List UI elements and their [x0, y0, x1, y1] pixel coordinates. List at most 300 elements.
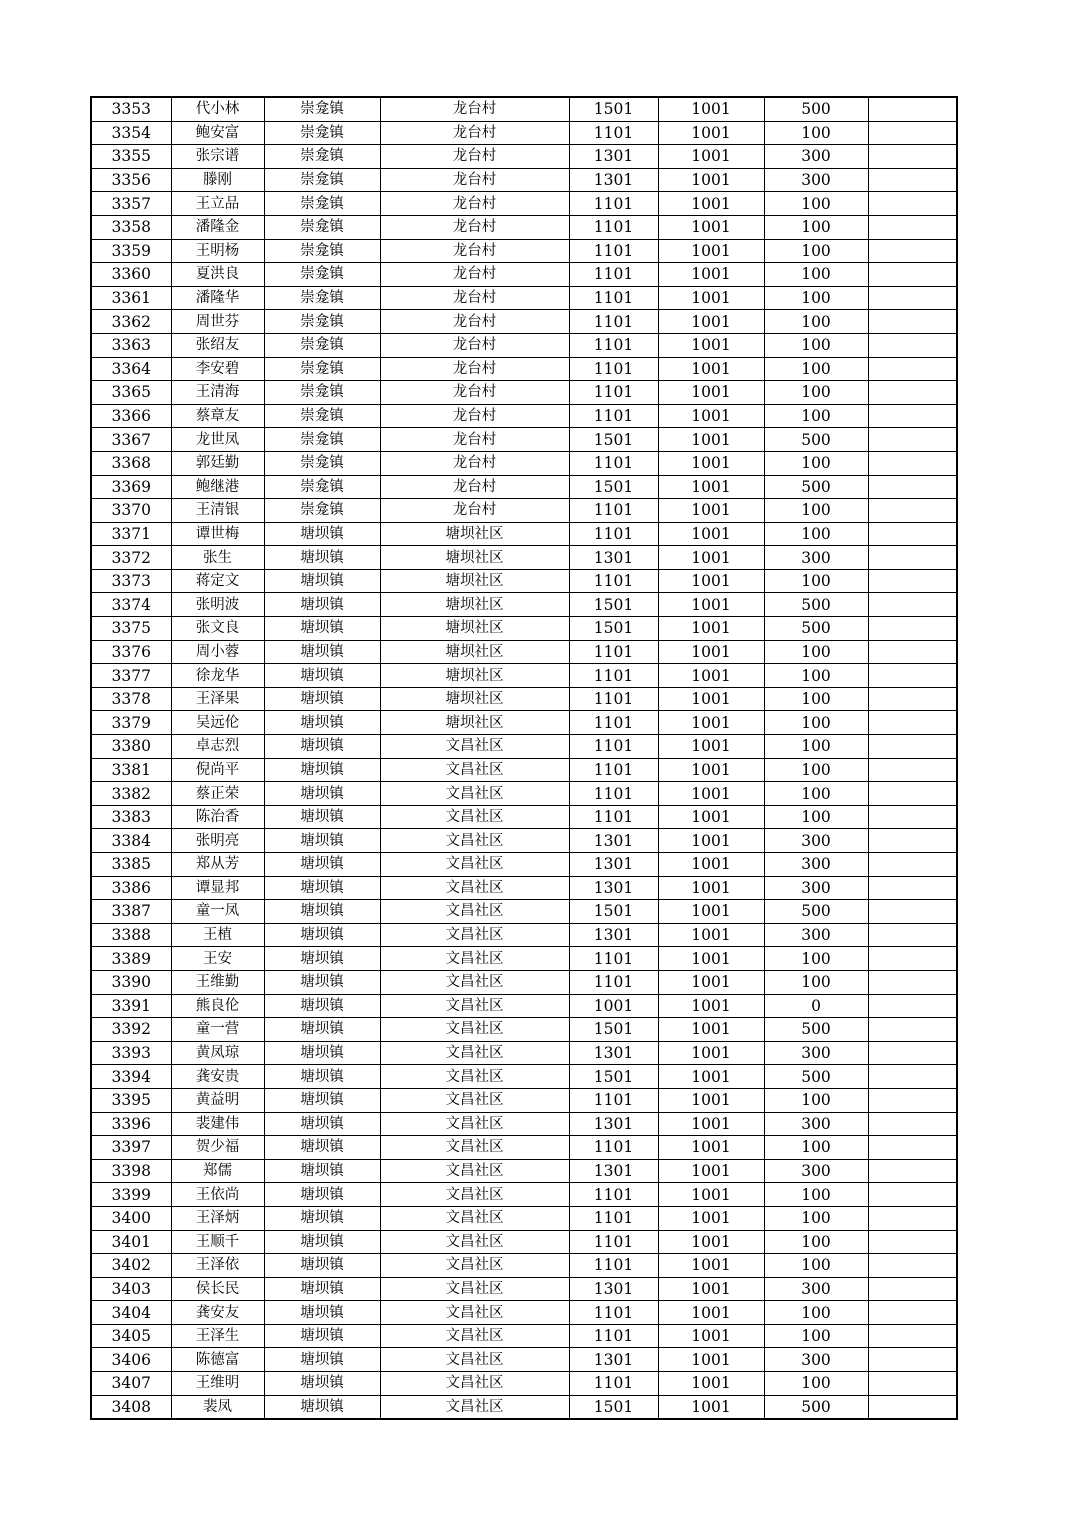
- name-cell: 滕刚: [171, 168, 264, 192]
- id-cell: 3402: [91, 1254, 171, 1278]
- id-cell: 3401: [91, 1230, 171, 1254]
- name-cell: 王依尚: [171, 1183, 264, 1207]
- id-cell: 3394: [91, 1065, 171, 1089]
- amount-cell: 300: [764, 1348, 868, 1372]
- village-cell: 文昌社区: [380, 1159, 569, 1183]
- village-cell: 文昌社区: [380, 923, 569, 947]
- amount-cell: 100: [764, 711, 868, 735]
- code-b-cell: 1001: [658, 1018, 764, 1042]
- note-cell: [868, 1159, 957, 1183]
- village-cell: 文昌社区: [380, 1206, 569, 1230]
- village-cell: 文昌社区: [380, 829, 569, 853]
- code-b-cell: 1001: [658, 1136, 764, 1160]
- town-cell: 塘坝镇: [264, 664, 380, 688]
- note-cell: [868, 97, 957, 121]
- amount-cell: 500: [764, 900, 868, 924]
- id-cell: 3357: [91, 192, 171, 216]
- code-a-cell: 1501: [569, 475, 658, 499]
- id-cell: 3383: [91, 805, 171, 829]
- code-a-cell: 1501: [569, 593, 658, 617]
- id-cell: 3359: [91, 239, 171, 263]
- code-b-cell: 1001: [658, 1395, 764, 1419]
- village-cell: 文昌社区: [380, 1018, 569, 1042]
- table-row: [91, 192, 957, 216]
- id-cell: 3360: [91, 263, 171, 287]
- id-cell: 3366: [91, 404, 171, 428]
- name-cell: 张明波: [171, 593, 264, 617]
- id-cell: 3390: [91, 970, 171, 994]
- name-cell: 陈德富: [171, 1348, 264, 1372]
- table-row: [91, 640, 957, 664]
- table-row: [91, 617, 957, 641]
- village-cell: 文昌社区: [380, 853, 569, 877]
- name-cell: 王顺千: [171, 1230, 264, 1254]
- code-a-cell: 1501: [569, 900, 658, 924]
- table-row: [91, 1324, 957, 1348]
- name-cell: 蔡章友: [171, 404, 264, 428]
- id-cell: 3353: [91, 97, 171, 121]
- amount-cell: 100: [764, 1183, 868, 1207]
- village-cell: 文昌社区: [380, 758, 569, 782]
- table-row: [91, 782, 957, 806]
- town-cell: 塘坝镇: [264, 1324, 380, 1348]
- table-row: [91, 1112, 957, 1136]
- note-cell: [868, 970, 957, 994]
- note-cell: [868, 499, 957, 523]
- name-cell: 蒋定文: [171, 569, 264, 593]
- town-cell: 塘坝镇: [264, 1065, 380, 1089]
- amount-cell: 500: [764, 428, 868, 452]
- code-b-cell: 1001: [658, 286, 764, 310]
- code-b-cell: 1001: [658, 499, 764, 523]
- amount-cell: 100: [764, 1301, 868, 1325]
- name-cell: 张宗谱: [171, 145, 264, 169]
- note-cell: [868, 829, 957, 853]
- note-cell: [868, 1112, 957, 1136]
- code-b-cell: 1001: [658, 1301, 764, 1325]
- code-a-cell: 1501: [569, 1065, 658, 1089]
- name-cell: 龙世凤: [171, 428, 264, 452]
- code-a-cell: 1301: [569, 546, 658, 570]
- name-cell: 鲍继港: [171, 475, 264, 499]
- id-cell: 3378: [91, 687, 171, 711]
- id-cell: 3356: [91, 168, 171, 192]
- id-cell: 3358: [91, 215, 171, 239]
- name-cell: 潘隆金: [171, 215, 264, 239]
- table-row: [91, 1301, 957, 1325]
- code-b-cell: 1001: [658, 168, 764, 192]
- name-cell: 张生: [171, 546, 264, 570]
- note-cell: [868, 947, 957, 971]
- amount-cell: 100: [764, 947, 868, 971]
- town-cell: 塘坝镇: [264, 1348, 380, 1372]
- amount-cell: 100: [764, 805, 868, 829]
- note-cell: [868, 1041, 957, 1065]
- id-cell: 3398: [91, 1159, 171, 1183]
- name-cell: 李安碧: [171, 357, 264, 381]
- code-a-cell: 1301: [569, 1112, 658, 1136]
- amount-cell: 100: [764, 451, 868, 475]
- amount-cell: 500: [764, 1395, 868, 1419]
- name-cell: 王安: [171, 947, 264, 971]
- name-cell: 鲍安富: [171, 121, 264, 145]
- code-a-cell: 1101: [569, 805, 658, 829]
- table-row: [91, 853, 957, 877]
- amount-cell: 100: [764, 381, 868, 405]
- code-b-cell: 1001: [658, 829, 764, 853]
- code-b-cell: 1001: [658, 900, 764, 924]
- note-cell: [868, 286, 957, 310]
- id-cell: 3397: [91, 1136, 171, 1160]
- town-cell: 崇龛镇: [264, 310, 380, 334]
- name-cell: 谭显邦: [171, 876, 264, 900]
- table-row: [91, 475, 957, 499]
- code-b-cell: 1001: [658, 853, 764, 877]
- amount-cell: 100: [764, 239, 868, 263]
- code-a-cell: 1101: [569, 404, 658, 428]
- name-cell: 黄凤琼: [171, 1041, 264, 1065]
- town-cell: 塘坝镇: [264, 1088, 380, 1112]
- id-cell: 3355: [91, 145, 171, 169]
- amount-cell: 100: [764, 758, 868, 782]
- id-cell: 3400: [91, 1206, 171, 1230]
- code-b-cell: 1001: [658, 923, 764, 947]
- village-cell: 龙台村: [380, 381, 569, 405]
- town-cell: 崇龛镇: [264, 286, 380, 310]
- id-cell: 3405: [91, 1324, 171, 1348]
- note-cell: [868, 640, 957, 664]
- village-cell: 塘坝社区: [380, 711, 569, 735]
- id-cell: 3361: [91, 286, 171, 310]
- table-row: [91, 1183, 957, 1207]
- note-cell: [868, 853, 957, 877]
- code-b-cell: 1001: [658, 428, 764, 452]
- village-cell: 龙台村: [380, 168, 569, 192]
- code-b-cell: 1001: [658, 805, 764, 829]
- note-cell: [868, 192, 957, 216]
- id-cell: 3367: [91, 428, 171, 452]
- name-cell: 谭世梅: [171, 522, 264, 546]
- name-cell: 裴建伟: [171, 1112, 264, 1136]
- table-row: [91, 522, 957, 546]
- village-cell: 文昌社区: [380, 994, 569, 1018]
- name-cell: 贺少福: [171, 1136, 264, 1160]
- id-cell: 3364: [91, 357, 171, 381]
- table-row: [91, 1230, 957, 1254]
- town-cell: 塘坝镇: [264, 1395, 380, 1419]
- code-b-cell: 1001: [658, 121, 764, 145]
- code-a-cell: 1301: [569, 853, 658, 877]
- table-row: [91, 1018, 957, 1042]
- id-cell: 3377: [91, 664, 171, 688]
- table-row: [91, 404, 957, 428]
- table-row: [91, 357, 957, 381]
- note-cell: [868, 357, 957, 381]
- code-a-cell: 1301: [569, 145, 658, 169]
- code-a-cell: 1501: [569, 617, 658, 641]
- name-cell: 龚安友: [171, 1301, 264, 1325]
- id-cell: 3363: [91, 333, 171, 357]
- name-cell: 黄益明: [171, 1088, 264, 1112]
- code-a-cell: 1101: [569, 947, 658, 971]
- id-cell: 3368: [91, 451, 171, 475]
- amount-cell: 100: [764, 687, 868, 711]
- table-row: [91, 1254, 957, 1278]
- amount-cell: 100: [764, 970, 868, 994]
- note-cell: [868, 805, 957, 829]
- village-cell: 文昌社区: [380, 1183, 569, 1207]
- town-cell: 塘坝镇: [264, 1041, 380, 1065]
- note-cell: [868, 1183, 957, 1207]
- village-cell: 文昌社区: [380, 947, 569, 971]
- id-cell: 3404: [91, 1301, 171, 1325]
- amount-cell: 100: [764, 404, 868, 428]
- code-a-cell: 1101: [569, 286, 658, 310]
- amount-cell: 100: [764, 286, 868, 310]
- village-cell: 文昌社区: [380, 1112, 569, 1136]
- code-a-cell: 1001: [569, 994, 658, 1018]
- village-cell: 龙台村: [380, 428, 569, 452]
- table-row: [91, 1041, 957, 1065]
- code-b-cell: 1001: [658, 994, 764, 1018]
- id-cell: 3385: [91, 853, 171, 877]
- note-cell: [868, 1372, 957, 1396]
- name-cell: 周世芬: [171, 310, 264, 334]
- amount-cell: 100: [764, 310, 868, 334]
- code-a-cell: 1101: [569, 451, 658, 475]
- amount-cell: 100: [764, 569, 868, 593]
- table-row: [91, 947, 957, 971]
- id-cell: 3392: [91, 1018, 171, 1042]
- name-cell: 徐龙华: [171, 664, 264, 688]
- name-cell: 侯长民: [171, 1277, 264, 1301]
- amount-cell: 500: [764, 97, 868, 121]
- id-cell: 3408: [91, 1395, 171, 1419]
- code-b-cell: 1001: [658, 451, 764, 475]
- amount-cell: 500: [764, 1018, 868, 1042]
- code-a-cell: 1101: [569, 664, 658, 688]
- code-a-cell: 1301: [569, 1041, 658, 1065]
- code-a-cell: 1301: [569, 876, 658, 900]
- note-cell: [868, 711, 957, 735]
- town-cell: 塘坝镇: [264, 735, 380, 759]
- town-cell: 塘坝镇: [264, 1159, 380, 1183]
- code-b-cell: 1001: [658, 1277, 764, 1301]
- id-cell: 3375: [91, 617, 171, 641]
- code-a-cell: 1101: [569, 711, 658, 735]
- amount-cell: 100: [764, 782, 868, 806]
- amount-cell: 100: [764, 640, 868, 664]
- table-row: [91, 145, 957, 169]
- town-cell: 崇龛镇: [264, 499, 380, 523]
- note-cell: [868, 215, 957, 239]
- village-cell: 文昌社区: [380, 1254, 569, 1278]
- code-b-cell: 1001: [658, 970, 764, 994]
- note-cell: [868, 522, 957, 546]
- id-cell: 3371: [91, 522, 171, 546]
- amount-cell: 300: [764, 923, 868, 947]
- code-b-cell: 1001: [658, 522, 764, 546]
- town-cell: 塘坝镇: [264, 1112, 380, 1136]
- code-a-cell: 1101: [569, 310, 658, 334]
- name-cell: 王清银: [171, 499, 264, 523]
- id-cell: 3362: [91, 310, 171, 334]
- code-a-cell: 1501: [569, 97, 658, 121]
- table-row: [91, 1136, 957, 1160]
- id-cell: 3379: [91, 711, 171, 735]
- village-cell: 文昌社区: [380, 876, 569, 900]
- amount-cell: 100: [764, 1230, 868, 1254]
- town-cell: 塘坝镇: [264, 640, 380, 664]
- name-cell: 潘隆华: [171, 286, 264, 310]
- id-cell: 3365: [91, 381, 171, 405]
- code-a-cell: 1301: [569, 168, 658, 192]
- note-cell: [868, 687, 957, 711]
- name-cell: 代小林: [171, 97, 264, 121]
- code-a-cell: 1101: [569, 1254, 658, 1278]
- town-cell: 塘坝镇: [264, 569, 380, 593]
- town-cell: 塘坝镇: [264, 805, 380, 829]
- amount-cell: 100: [764, 215, 868, 239]
- code-a-cell: 1101: [569, 1088, 658, 1112]
- town-cell: 塘坝镇: [264, 1254, 380, 1278]
- code-b-cell: 1001: [658, 735, 764, 759]
- amount-cell: 100: [764, 664, 868, 688]
- note-cell: [868, 1277, 957, 1301]
- town-cell: 崇龛镇: [264, 97, 380, 121]
- amount-cell: 500: [764, 617, 868, 641]
- table-row: [91, 168, 957, 192]
- amount-cell: 100: [764, 1206, 868, 1230]
- village-cell: 龙台村: [380, 145, 569, 169]
- code-a-cell: 1101: [569, 569, 658, 593]
- table-row: [91, 286, 957, 310]
- name-cell: 卓志烈: [171, 735, 264, 759]
- town-cell: 崇龛镇: [264, 381, 380, 405]
- amount-cell: 300: [764, 168, 868, 192]
- note-cell: [868, 1301, 957, 1325]
- table-row: [91, 569, 957, 593]
- code-a-cell: 1101: [569, 1372, 658, 1396]
- code-b-cell: 1001: [658, 145, 764, 169]
- code-b-cell: 1001: [658, 1159, 764, 1183]
- code-a-cell: 1501: [569, 1018, 658, 1042]
- id-cell: 3370: [91, 499, 171, 523]
- note-cell: [868, 1088, 957, 1112]
- code-b-cell: 1001: [658, 546, 764, 570]
- code-a-cell: 1101: [569, 640, 658, 664]
- town-cell: 塘坝镇: [264, 1301, 380, 1325]
- amount-cell: 100: [764, 522, 868, 546]
- table-row: [91, 451, 957, 475]
- code-a-cell: 1301: [569, 1277, 658, 1301]
- table-row: [91, 97, 957, 121]
- name-cell: 郑从芳: [171, 853, 264, 877]
- id-cell: 3374: [91, 593, 171, 617]
- town-cell: 崇龛镇: [264, 475, 380, 499]
- note-cell: [868, 1254, 957, 1278]
- code-a-cell: 1501: [569, 428, 658, 452]
- id-cell: 3376: [91, 640, 171, 664]
- table-row: [91, 994, 957, 1018]
- village-cell: 文昌社区: [380, 900, 569, 924]
- town-cell: 崇龛镇: [264, 404, 380, 428]
- village-cell: 龙台村: [380, 239, 569, 263]
- code-a-cell: 1101: [569, 758, 658, 782]
- table-row: [91, 239, 957, 263]
- town-cell: 塘坝镇: [264, 829, 380, 853]
- table-row: [91, 546, 957, 570]
- name-cell: 王泽果: [171, 687, 264, 711]
- village-cell: 龙台村: [380, 451, 569, 475]
- town-cell: 塘坝镇: [264, 876, 380, 900]
- id-cell: 3396: [91, 1112, 171, 1136]
- code-a-cell: 1101: [569, 1324, 658, 1348]
- village-cell: 文昌社区: [380, 970, 569, 994]
- code-a-cell: 1301: [569, 1159, 658, 1183]
- code-a-cell: 1101: [569, 1301, 658, 1325]
- amount-cell: 100: [764, 192, 868, 216]
- town-cell: 塘坝镇: [264, 970, 380, 994]
- code-a-cell: 1101: [569, 1230, 658, 1254]
- name-cell: 王明杨: [171, 239, 264, 263]
- village-cell: 龙台村: [380, 97, 569, 121]
- table-row: [91, 735, 957, 759]
- table-row: [91, 1348, 957, 1372]
- table-row: [91, 1159, 957, 1183]
- code-a-cell: 1301: [569, 1348, 658, 1372]
- amount-cell: 100: [764, 1372, 868, 1396]
- town-cell: 塘坝镇: [264, 1018, 380, 1042]
- town-cell: 崇龛镇: [264, 215, 380, 239]
- name-cell: 王泽生: [171, 1324, 264, 1348]
- code-a-cell: 1101: [569, 1183, 658, 1207]
- note-cell: [868, 239, 957, 263]
- note-cell: [868, 404, 957, 428]
- name-cell: 裴凤: [171, 1395, 264, 1419]
- name-cell: 郑儒: [171, 1159, 264, 1183]
- village-cell: 塘坝社区: [380, 546, 569, 570]
- code-a-cell: 1101: [569, 687, 658, 711]
- amount-cell: 0: [764, 994, 868, 1018]
- code-b-cell: 1001: [658, 475, 764, 499]
- village-cell: 文昌社区: [380, 1230, 569, 1254]
- amount-cell: 300: [764, 145, 868, 169]
- name-cell: 王维明: [171, 1372, 264, 1396]
- village-cell: 龙台村: [380, 475, 569, 499]
- amount-cell: 300: [764, 1112, 868, 1136]
- village-cell: 文昌社区: [380, 735, 569, 759]
- code-a-cell: 1501: [569, 1395, 658, 1419]
- note-cell: [868, 900, 957, 924]
- amount-cell: 100: [764, 333, 868, 357]
- code-b-cell: 1001: [658, 1065, 764, 1089]
- town-cell: 崇龛镇: [264, 192, 380, 216]
- code-a-cell: 1101: [569, 782, 658, 806]
- amount-cell: 100: [764, 1136, 868, 1160]
- amount-cell: 100: [764, 499, 868, 523]
- code-b-cell: 1001: [658, 876, 764, 900]
- table-row: [91, 876, 957, 900]
- note-cell: [868, 168, 957, 192]
- code-b-cell: 1001: [658, 1324, 764, 1348]
- town-cell: 塘坝镇: [264, 923, 380, 947]
- amount-cell: 500: [764, 593, 868, 617]
- note-cell: [868, 617, 957, 641]
- code-b-cell: 1001: [658, 758, 764, 782]
- village-cell: 文昌社区: [380, 1372, 569, 1396]
- note-cell: [868, 310, 957, 334]
